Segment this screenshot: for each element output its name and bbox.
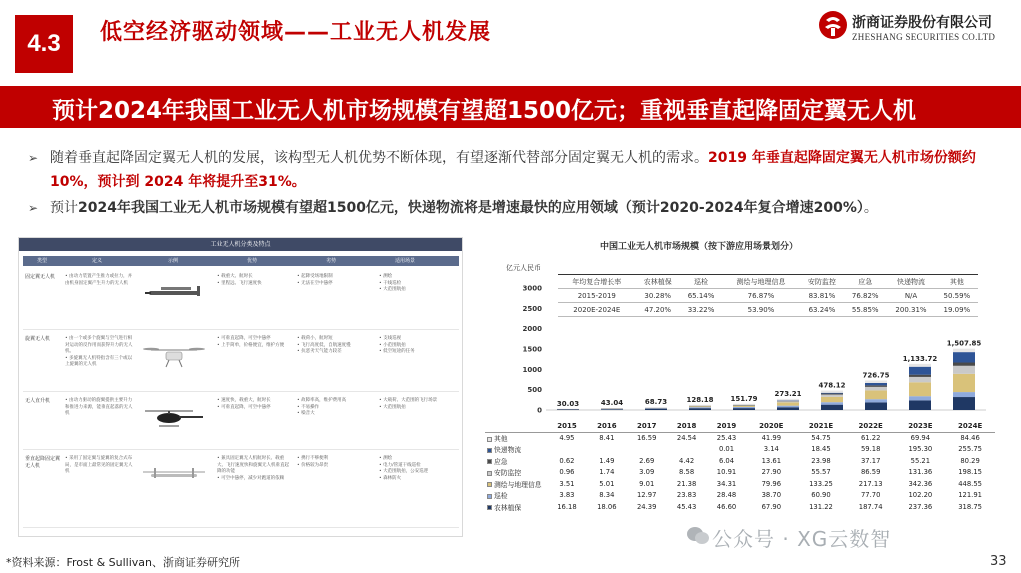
data-label: 217.13 <box>858 479 883 488</box>
bullet-2-suffix: 。 <box>863 200 878 216</box>
bar-segment-农林植保 <box>953 397 975 410</box>
page-number: 33 <box>990 554 1007 569</box>
drone-use-cases: • 大载荷、大范围的飞行场景 • 大范围航拍 <box>379 398 438 410</box>
data-label: 318.75 <box>958 502 982 511</box>
data-label: 102.20 <box>908 491 933 500</box>
data-label: 77.70 <box>860 491 881 500</box>
header-cell: 劣势 <box>325 258 336 264</box>
series-data-row <box>485 478 995 490</box>
y-axis-unit-label: 亿元人民币 <box>506 264 541 272</box>
classification-table-title: 工业无人机分类及特点 <box>19 238 462 251</box>
classification-row <box>23 392 459 450</box>
legend-text: 快递物流 <box>494 446 522 455</box>
bar-segment-安防监控 <box>777 401 799 402</box>
bar-segment-巡检 <box>909 396 931 400</box>
data-label: 0.01 <box>718 445 735 454</box>
data-label <box>627 444 667 456</box>
bar-total-label: 128.18 <box>686 395 714 404</box>
drone-advantages: • 速度快，载重大，航时长 • 可垂直起降，可空中悬停 <box>217 398 271 410</box>
data-label: 9.01 <box>639 479 655 488</box>
data-label: 67.90 <box>761 502 782 511</box>
chart-title: 中国工业无人机市场规模（按下游应用场景划分） <box>600 242 799 252</box>
data-label: 198.15 <box>958 468 982 477</box>
data-label: 8.58 <box>679 468 695 477</box>
x-tick-label: 2024E <box>945 420 995 432</box>
cagr-cell: 30.28% <box>636 289 680 303</box>
cagr-cell: 63.24% <box>800 303 844 317</box>
bullet-arrow-icon: ➢ <box>28 201 39 215</box>
cagr-cell: 应急 <box>844 275 886 289</box>
bar-segment-其他 <box>777 399 799 401</box>
series-data-row <box>485 432 995 444</box>
bar-segment-巡检 <box>645 408 667 409</box>
cagr-cell: 19.09% <box>936 303 978 317</box>
bar-total-label: 30.03 <box>556 399 580 408</box>
bar-segment-其他 <box>689 405 711 406</box>
legend-swatch <box>487 448 492 453</box>
drone-illustration <box>139 340 209 374</box>
data-label: 55.57 <box>811 468 831 477</box>
company-name-en: ZHESHANG SECURITIES CO.LTD <box>852 32 996 42</box>
bar-segment-农林植保 <box>733 408 755 410</box>
data-label: 1.74 <box>599 468 615 477</box>
drone-definition: • 采用了固定翼与旋翼的复合式布局，是市面上最常见的固定翼无人机 <box>65 456 133 474</box>
data-label: 5.01 <box>599 479 615 488</box>
legend-swatch <box>487 505 492 510</box>
series-data-row <box>485 467 995 479</box>
series-data-row <box>485 501 995 513</box>
y-tick-label: 2500 <box>522 304 542 313</box>
legend-swatch <box>487 471 492 476</box>
cagr-cell: 55.85% <box>844 303 886 317</box>
data-label: 69.94 <box>910 434 931 442</box>
drone-type-label: 垂直起降固定翼无人机 <box>25 456 61 469</box>
drone-disadvantages: • 起降受场地限制 • 无法在空中悬停 <box>297 274 333 286</box>
data-label: 55.21 <box>910 456 931 465</box>
data-label: 4.42 <box>679 456 695 465</box>
bar-segment-巡检 <box>733 407 755 408</box>
cagr-cell: 76.82% <box>844 289 886 303</box>
x-tick-label: 2015 <box>547 420 587 432</box>
company-name-cn: 浙商证券股份有限公司 <box>852 15 992 31</box>
data-label: 3.83 <box>559 491 575 500</box>
bar-segment-应急 <box>821 394 843 395</box>
y-tick-label: 1500 <box>522 345 542 354</box>
drone-type-label: 固定翼无人机 <box>25 274 56 280</box>
bar-total-label: 151.79 <box>730 394 758 403</box>
data-label: 45.43 <box>676 502 697 511</box>
data-label: 54.75 <box>811 434 831 442</box>
cagr-cell: 200.31% <box>886 303 935 317</box>
series-legend-label <box>485 467 547 479</box>
data-label: 12.97 <box>636 491 657 500</box>
bar-total-label: 68.73 <box>644 398 668 407</box>
series-legend-label <box>485 455 547 467</box>
cagr-cell: 测绘与地理信息 <box>722 275 800 289</box>
legend-swatch <box>487 482 492 487</box>
series-legend-label <box>485 432 547 444</box>
data-label: 255.75 <box>958 445 982 454</box>
data-label: 6.04 <box>718 456 735 465</box>
data-label <box>667 444 707 456</box>
bar-segment-巡检 <box>865 399 887 402</box>
drone-use-cases: • 支线巡视 • 小范围航拍 • 低空短途的任务 <box>379 336 415 354</box>
cagr-cell: 53.90% <box>722 303 800 317</box>
cagr-cell: 2015-2019 <box>558 289 636 303</box>
bar-segment-测绘与地理信息 <box>953 374 975 392</box>
series-legend-label <box>485 490 547 502</box>
legend-text: 测绘与地理信息 <box>494 480 542 489</box>
bar-segment-快递物流 <box>821 393 843 394</box>
watermark-text: 公众号 · XG云数智 <box>712 527 892 551</box>
series-data-row <box>485 455 995 467</box>
bullet-arrow-icon: ➢ <box>28 151 39 165</box>
data-label: 60.90 <box>811 491 831 500</box>
data-label: 448.55 <box>958 479 982 488</box>
series-data-row <box>485 444 995 456</box>
bar-segment-其他 <box>909 364 931 367</box>
bar-segment-巡检 <box>777 406 799 408</box>
bar-segment-农林植保 <box>689 408 711 410</box>
x-tick-label: 2021E <box>796 420 846 432</box>
drone-definition: • 由一个或多个旋翼与空气进行相对运动的反作用而获得升力的无人机。 • 多旋翼无人机特指含有三个或以上旋翼的无人机 <box>65 336 133 367</box>
bar-segment-测绘与地理信息 <box>733 406 755 407</box>
bar-segment-测绘与地理信息 <box>689 406 711 407</box>
data-label: 86.59 <box>860 468 881 477</box>
cagr-cell: 76.87% <box>722 289 800 303</box>
data-label: 21.38 <box>676 479 697 488</box>
drone-use-cases: • 测绘 • 干线巡检 • 大范围航拍 <box>379 274 406 292</box>
bullet-1-highlight: 2019 年垂直起降固定翼无人机市场份额约10%，预计到 2024 年将提升至31%。 <box>50 150 976 190</box>
bar-segment-快递物流 <box>953 352 975 362</box>
bar-segment-农林植保 <box>601 409 623 410</box>
data-label: 3.14 <box>763 445 779 454</box>
cagr-cell: 83.81% <box>800 289 844 303</box>
data-label: 10.91 <box>716 468 737 477</box>
cagr-cell: 年均复合增长率 <box>558 275 636 289</box>
data-label: 133.25 <box>809 479 833 488</box>
bar-segment-农林植保 <box>821 405 843 410</box>
cagr-cell: 50.59% <box>936 289 978 303</box>
classification-row <box>23 330 459 392</box>
bar-segment-农林植保 <box>645 409 667 410</box>
cagr-cell: N/A <box>886 289 935 303</box>
chart-data-table <box>485 420 995 513</box>
drone-disadvantages: • 携行不够便利 • 价格较为昂贵 <box>297 456 329 468</box>
legend-swatch <box>487 437 492 442</box>
data-label: 3.09 <box>639 468 655 477</box>
table-corner-cell <box>485 420 547 432</box>
series-legend-label <box>485 501 547 513</box>
section-title: 低空经济驱动领域——工业无人机发展 <box>100 20 492 45</box>
bar-total-label: 1,507.85 <box>946 339 982 348</box>
legend-text: 农林植保 <box>494 503 522 512</box>
x-tick-label: 2018 <box>667 420 707 432</box>
drone-illustration <box>139 460 209 494</box>
cagr-cell: 巡检 <box>680 275 722 289</box>
bar-segment-其他 <box>865 380 887 382</box>
legend-text: 应急 <box>494 457 508 466</box>
cagr-row <box>558 303 978 317</box>
data-label: 18.06 <box>597 502 617 511</box>
data-label: 18.45 <box>811 445 831 454</box>
data-label: 187.74 <box>858 502 883 511</box>
data-label: 79.96 <box>761 479 782 488</box>
drone-disadvantages: • 故障率高，维护费用高 • 不易操作 • 噪音大 <box>297 398 347 416</box>
bar-total-label: 726.75 <box>862 371 890 380</box>
classification-table-header <box>23 256 459 266</box>
x-tick-label: 2017 <box>627 420 667 432</box>
company-logo <box>818 10 1008 50</box>
bar-segment-应急 <box>953 363 975 366</box>
data-label: 25.43 <box>716 434 737 442</box>
data-label: 8.34 <box>599 491 615 500</box>
y-tick-label: 3000 <box>522 284 542 293</box>
x-tick-label: 2019 <box>707 420 747 432</box>
data-label <box>547 444 587 456</box>
cagr-row <box>558 289 978 303</box>
y-tick-label: 2000 <box>522 325 542 334</box>
data-label: 1.49 <box>599 456 615 465</box>
data-label: 342.36 <box>908 479 933 488</box>
data-label: 28.48 <box>716 491 737 500</box>
drone-illustration <box>139 278 209 312</box>
data-label: 46.60 <box>716 502 737 511</box>
cagr-cell: 安防监控 <box>800 275 844 289</box>
drone-advantages: • 兼具固定翼无人机航时长、载重大、飞行速度快和旋翼无人机垂直起降的功能 • 可空中悬停，减少对跑道的依赖 <box>217 456 289 481</box>
data-label: 23.83 <box>676 491 697 500</box>
bar-segment-应急 <box>865 385 887 387</box>
data-label: 8.41 <box>599 434 615 442</box>
data-label: 16.18 <box>557 502 577 511</box>
cagr-cell: 其他 <box>936 275 978 289</box>
series-legend-label <box>485 444 547 456</box>
bar-segment-安防监控 <box>953 366 975 374</box>
bar-segment-测绘与地理信息 <box>865 390 887 399</box>
drone-type-label: 旋翼无人机 <box>25 336 51 342</box>
bar-segment-安防监控 <box>865 387 887 391</box>
data-label: 84.46 <box>960 434 980 442</box>
data-label: 80.29 <box>960 456 980 465</box>
bar-segment-农林植保 <box>865 402 887 410</box>
bar-segment-农林植保 <box>777 407 799 410</box>
bar-segment-快递物流 <box>865 383 887 385</box>
bar-segment-巡检 <box>689 407 711 408</box>
data-label: 38.70 <box>761 491 782 500</box>
bar-segment-其他 <box>645 407 667 408</box>
drone-definition: • 由动力驱动的旋翼提供主要升力和推进力来源，能垂直起落的无人机 <box>65 398 133 416</box>
cagr-cell: 2020E-2024E <box>558 303 636 317</box>
cagr-table <box>558 274 978 317</box>
series-legend-label <box>485 478 547 490</box>
data-label: 24.54 <box>676 434 697 442</box>
data-label: 237.36 <box>908 502 933 511</box>
bullet-2-prefix: 预计 <box>50 200 78 216</box>
bullet-1-text: 随着垂直起降固定翼无人机的发展，该构型无人机优势不断体现，有望逐渐代替部分固定翼无人机的需求。 <box>50 150 708 166</box>
classification-row <box>23 268 459 330</box>
zheshang-logo-icon <box>818 10 848 40</box>
data-label: 59.18 <box>860 445 881 454</box>
bar-total-label: 273.21 <box>774 389 802 398</box>
bar-segment-测绘与地理信息 <box>821 397 843 402</box>
drone-advantages: • 载重大、航时长 • 里程远、飞行速度快 <box>217 274 262 286</box>
data-label: 16.59 <box>636 434 657 442</box>
y-tick-label: 1000 <box>522 365 542 374</box>
classification-row <box>23 450 459 528</box>
legend-swatch <box>487 459 492 464</box>
bar-segment-快递物流 <box>909 367 931 375</box>
cagr-cell: 47.20% <box>636 303 680 317</box>
bullet-2-highlight: 2024年我国工业无人机市场规模有望超1500亿元，快递物流将是增速最快的应用领域（预计2020-2024年复合增速200%） <box>78 200 864 216</box>
x-tick-label: 2023E <box>896 420 946 432</box>
data-label: 3.51 <box>559 479 575 488</box>
data-label: 0.62 <box>559 456 575 465</box>
legend-text: 其他 <box>494 435 508 443</box>
bar-segment-巡检 <box>821 402 843 404</box>
y-tick-label: 0 <box>537 406 542 415</box>
bar-segment-农林植保 <box>909 400 931 410</box>
data-label: 2.69 <box>639 456 655 465</box>
header-cell: 类型 <box>36 258 47 264</box>
source-note: *资料来源：Frost & Sullivan、浙商证券研究所 <box>6 556 240 569</box>
header-cell: 定义 <box>91 258 102 264</box>
data-label: 27.90 <box>761 468 782 477</box>
bar-total-label: 1,133.72 <box>902 354 938 363</box>
x-tick-label: 2020E <box>746 420 796 432</box>
data-label: 34.31 <box>716 479 737 488</box>
bar-segment-巡检 <box>953 392 975 397</box>
cagr-cell: 快递物流 <box>886 275 935 289</box>
header-cell: 适用场景 <box>394 258 415 264</box>
bar-segment-其他 <box>953 349 975 352</box>
bullet-point-1 <box>28 146 1013 194</box>
drone-advantages: • 可垂直起降，可空中悬停 • 上手简单，价格便宜，维护方便 <box>217 336 285 348</box>
drone-illustration <box>139 402 209 436</box>
data-label: 23.98 <box>811 456 831 465</box>
x-tick-label: 2022E <box>846 420 896 432</box>
drone-classification-table <box>18 237 463 537</box>
bar-segment-其他 <box>733 404 755 405</box>
bar-segment-测绘与地理信息 <box>909 382 931 396</box>
data-label: 41.99 <box>761 434 782 442</box>
data-label <box>587 444 627 456</box>
data-label: 61.22 <box>860 434 881 442</box>
bullet-point-2 <box>28 196 1013 220</box>
cagr-cell: 33.22% <box>680 303 722 317</box>
x-tick-label: 2016 <box>587 420 627 432</box>
bar-segment-安防监控 <box>909 377 931 382</box>
header-cell: 优势 <box>246 258 257 264</box>
wechat-icon <box>686 525 710 547</box>
drone-use-cases: • 测绘 • 电力/管道干线巡检 • 大范围航拍，公安巡逻 • 森林防火 <box>379 456 429 481</box>
bar-segment-应急 <box>909 375 931 377</box>
bar-segment-其他 <box>821 391 843 393</box>
drone-type-label: 无人直升机 <box>25 398 51 404</box>
data-label: 121.91 <box>958 491 982 500</box>
cagr-row <box>558 275 978 289</box>
cagr-cell: 65.14% <box>680 289 722 303</box>
data-label: 4.95 <box>559 434 575 442</box>
data-label: 13.61 <box>761 456 782 465</box>
data-label: 37.17 <box>860 456 881 465</box>
legend-swatch <box>487 494 492 499</box>
drone-disadvantages: • 载荷小，航时短 • 飞行高度低，自航速度慢 • 抗恶劣天气能力较差 <box>297 336 351 354</box>
bar-total-label: 478.12 <box>818 381 846 390</box>
data-label: 0.96 <box>559 468 575 477</box>
bar-segment-安防监控 <box>821 395 843 397</box>
data-label: 195.30 <box>908 445 933 454</box>
data-label: 131.36 <box>908 468 933 477</box>
series-data-row <box>485 490 995 502</box>
legend-text: 安防监控 <box>494 469 522 478</box>
y-tick-label: 500 <box>527 386 542 395</box>
drone-definition: • 由动力装置产生推力或拉力，并由机身固定翼产生升力的无人机 <box>65 274 133 286</box>
headline-text: 预计2024年我国工业无人机市场规模有望超1500亿元；重视垂直起降固定翼无人机 <box>52 98 917 124</box>
header-cell: 示例 <box>167 258 178 264</box>
legend-text: 巡检 <box>494 492 508 501</box>
x-axis-category-row <box>485 420 995 432</box>
cagr-cell: 农林植保 <box>636 275 680 289</box>
section-number-badge: 4.3 <box>15 15 73 73</box>
bar-segment-测绘与地理信息 <box>777 402 799 405</box>
data-label: 24.39 <box>636 502 657 511</box>
data-label: 131.22 <box>809 502 833 511</box>
bar-total-label: 43.04 <box>600 399 624 408</box>
